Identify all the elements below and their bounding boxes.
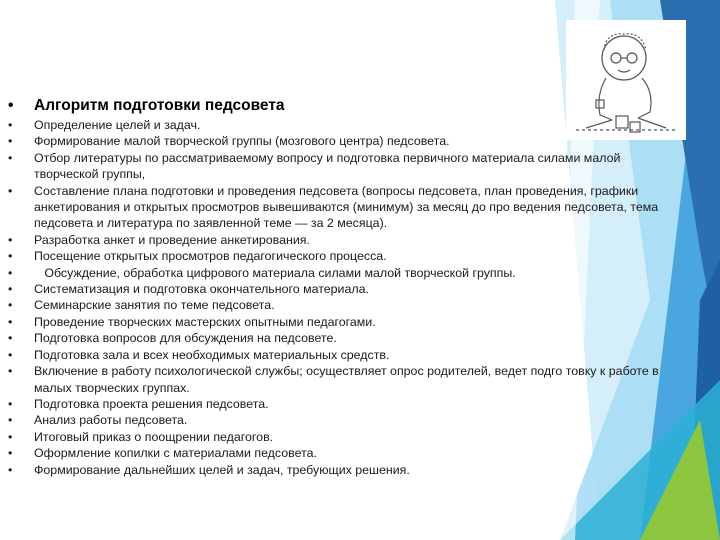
list-item (8, 347, 668, 363)
list-item-text: Включение в работу психологической службы; осуществляет опрос родителей, ведет подго товку к работе в малых творческих группах. (34, 364, 659, 395)
bullet-marker: • (8, 282, 13, 297)
bullet-marker: • (8, 118, 13, 132)
bullet-marker: • (8, 396, 13, 411)
bullet-marker: • (8, 183, 13, 198)
bullet-marker: • (8, 364, 13, 379)
list-item (8, 429, 668, 445)
bullet-marker: • (8, 298, 13, 313)
list-item-text: Семинарские занятия по теме педсовета. (34, 298, 275, 313)
list-item (8, 396, 668, 412)
bullet-marker: • (8, 314, 13, 329)
bullet-marker: • (8, 249, 13, 264)
bullet-list-container (8, 96, 668, 478)
list-item (8, 248, 668, 264)
bullet-marker: • (8, 265, 13, 280)
list-item-text: Посещение открытых просмотров педагогического процесса. (34, 249, 387, 264)
list-item (8, 363, 668, 396)
bullet-marker: • (8, 232, 13, 247)
list-item (8, 314, 668, 330)
list-item (8, 330, 668, 346)
heading-text: Алгоритм подготовки педсовета (34, 97, 285, 114)
list-item (8, 117, 668, 133)
list-item-text: Подготовка вопросов для обсуждения на педсовете. (34, 331, 337, 346)
list-item (8, 297, 668, 313)
list-item-text: Формирование малой творческой группы (мозгового центра) педсовета. (34, 134, 450, 149)
list-item-text: Разработка анкет и проведение анкетирования. (34, 232, 310, 247)
list-heading (8, 96, 668, 116)
bullet-marker: • (8, 331, 13, 346)
list-item-text: Формирование дальнейших целей и задач, требующих решения. (34, 462, 410, 477)
bullet-marker: • (8, 462, 13, 477)
list-item-text: Анализ работы педсовета. (34, 413, 188, 428)
list-item-text: Отбор литературы по рассматриваемому вопросу и подготовка первичного материала силами малой творческой группы, (34, 150, 621, 182)
list-item (8, 445, 668, 461)
list-item (8, 183, 668, 232)
bullet-marker: • (8, 150, 13, 165)
bullet-marker: • (8, 413, 13, 428)
list-item-text: Итоговый приказ о поощрении педагогов. (34, 429, 274, 444)
list-item-text: Оформление копилки с материалами педсовета. (34, 446, 317, 461)
list-item (8, 412, 668, 428)
list-item (8, 462, 668, 478)
list-item-text: Обсуждение, обработка цифрового материала силами малой творческой группы. (34, 265, 516, 280)
list-item (8, 150, 668, 183)
list-item-text: Составление плана подготовки и проведения педсовета (вопросы педсовета, план проведения, графики анкетирования и открытых просмотров вывешиваются (минимум) за месяц до про ведения педсовета, тема педсовета и литература по заявленной теме — за 2 месяца). (34, 183, 659, 231)
bullet-marker: • (8, 429, 13, 444)
algorithm-list (8, 96, 668, 478)
list-item-text: Подготовка проекта решения педсовета. (34, 396, 269, 411)
bullet-marker: • (8, 134, 13, 149)
bullet-marker: • (8, 446, 13, 461)
list-item-text: Подготовка зала и всех необходимых материальных средств. (34, 347, 390, 362)
list-item-text: Определение целей и задач. (34, 118, 201, 132)
list-item (8, 281, 668, 297)
list-item (8, 133, 668, 149)
list-item-text: Систематизация и подготовка окончательного материала. (34, 282, 369, 297)
list-item (8, 232, 668, 248)
list-item-text: Проведение творческих мастерских опытными педагогами. (34, 314, 376, 329)
bullet-marker: • (8, 347, 13, 362)
list-item (8, 265, 668, 281)
bullet-marker: • (8, 97, 14, 114)
